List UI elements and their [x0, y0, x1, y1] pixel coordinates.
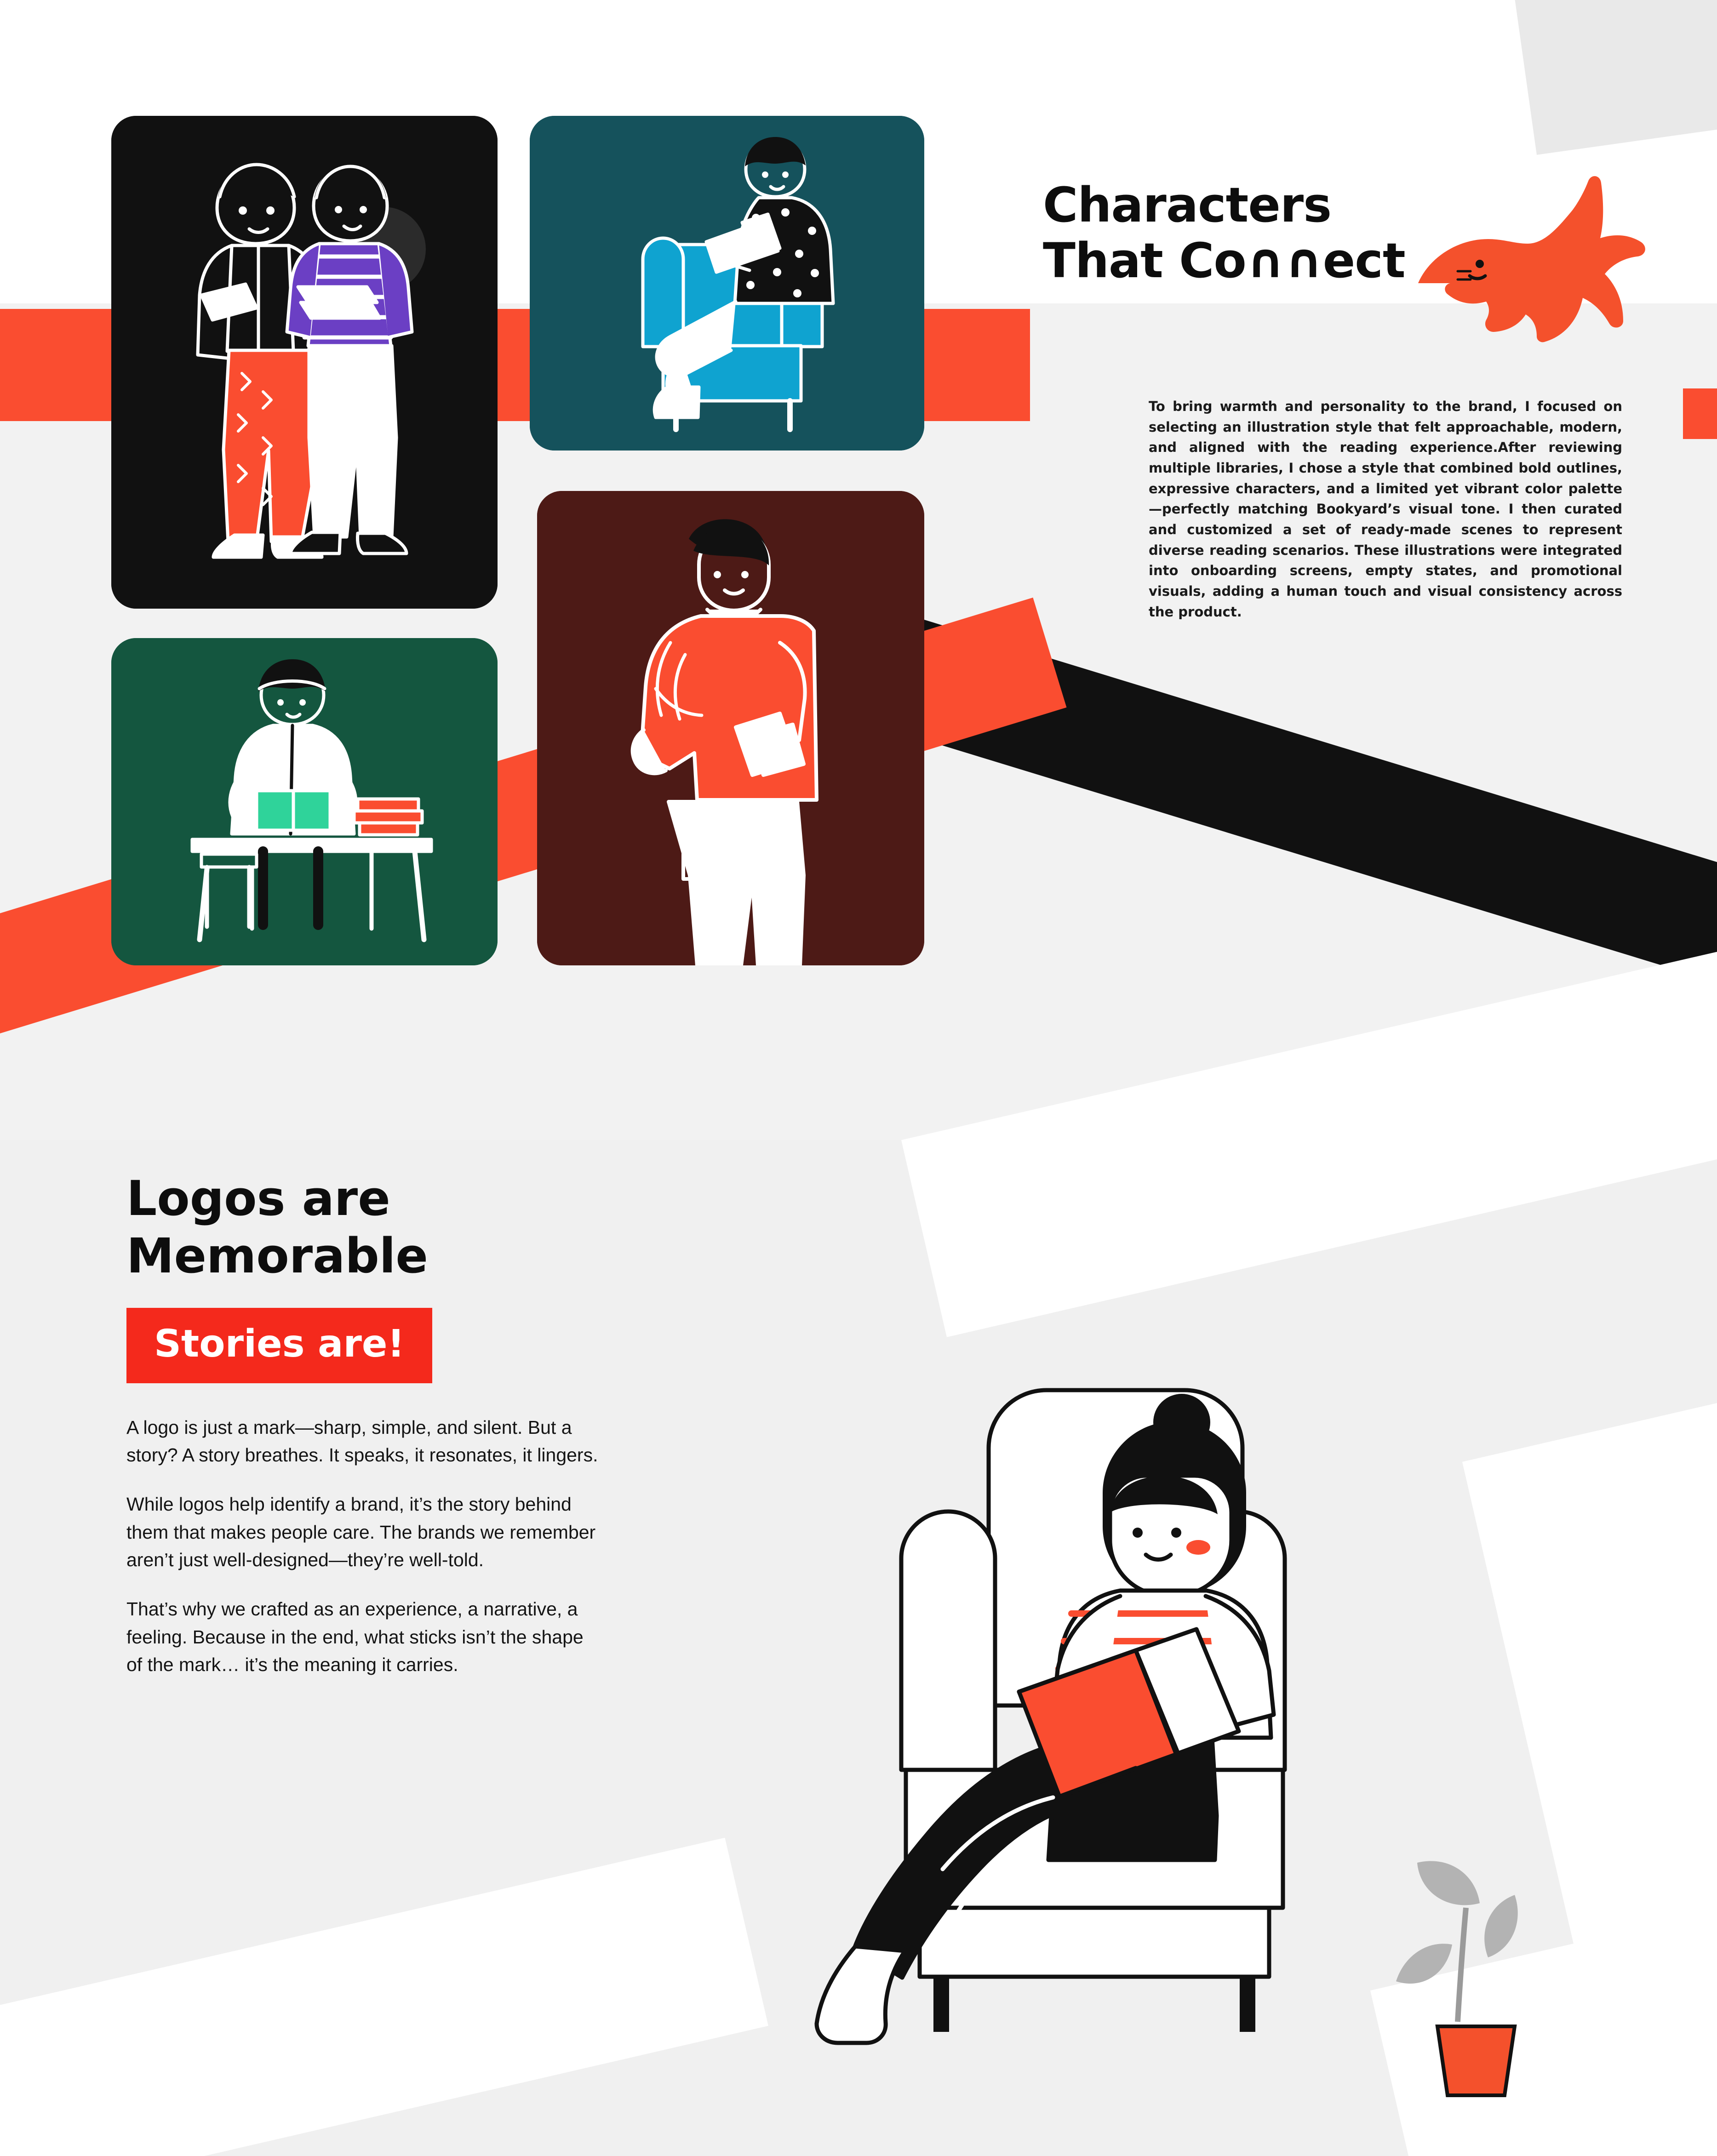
logos-paragraph-3: That’s why we crafted as an experience, a narrative, a feeling. Because in the end, what sticks isn’t the shape of the mark… it’s the meaning it carries. [126, 1598, 584, 1676]
logos-paragraphs [126, 1414, 602, 1679]
characters-body-text: To bring warmth and personality to the brand, I focused on selecting an illustration style that felt approachable, modern, and aligned with the reading experience.After reviewing multiple libraries, I chose a style that combined bold outlines, expressive characters, and a limited yet vibrant color palette—perfectly matching Bookyard’s visual tone. I then curated and customized a set of ready-made scenes to represent diverse reading scenarios. These illustrations were integrated into onboarding screens, empty states, and promotional visuals, adding a human touch and visual consistency across the product. [1149, 399, 1622, 620]
logos-paragraph-2: While logos help identify a brand, it’s the story behind them that makes people care. The brands we remember aren’t just well-designed—they’re well-told. [126, 1493, 596, 1571]
stories-badge: Stories are! [126, 1308, 432, 1383]
logos-section [126, 1170, 678, 1700]
logos-heading-line1: Logos are [126, 1170, 390, 1226]
two-readers-illustration [111, 116, 498, 609]
armchair-reader-large-illustration [704, 1375, 1531, 2110]
characters-title-line2: That Co∩∩ect [1043, 232, 1405, 289]
characters-heading-block [1043, 177, 1585, 288]
reader-in-armchair-illustration [530, 116, 924, 451]
reader-at-desk-illustration [111, 638, 498, 965]
standing-reader-illustration [537, 491, 924, 965]
background-notch-two [1510, 0, 1717, 155]
background-red-chip [1683, 388, 1717, 439]
logos-paragraph-1: A logo is just a mark—sharp, simple, and silent. But a story? A story breathes. It speaks, it resonates, it lingers. [126, 1416, 598, 1466]
characters-title-line1: Characters [1043, 177, 1332, 233]
logos-heading-line2-strikethrough: Memorable [126, 1227, 428, 1284]
